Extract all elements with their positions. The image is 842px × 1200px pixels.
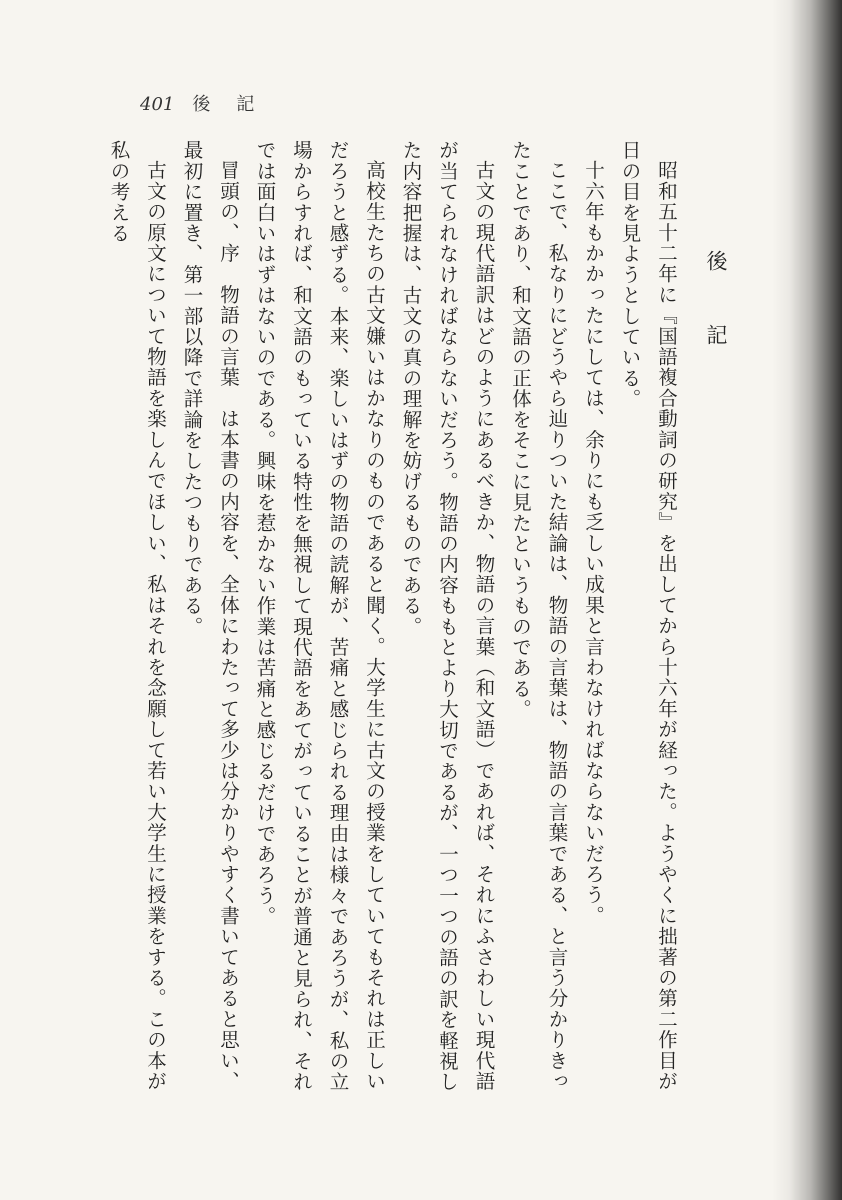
running-head-title: 後記 [192, 94, 281, 115]
paragraph-7: 古文の原文について物語を楽しんでほしい、私はそれを念願して若い大学生に授業をする。この本が私の考える [107, 140, 167, 1091]
paragraph-5: 高校生たちの古文嫌いはかなりのものであると聞く。大学生に古文の授業をしていてもそれは正しいだろうと感ずる。本来、楽しいはずの物語の読解が、苦痛と感じられる理由は様々であろうが、私の立場からすれば、和文語のもっている特性を無視して現代語をあてがっていることが普通と見られ、それでは面白いはずはないのである。興味を惹かない作業は苦痛と感じるだけであろう。 [253, 140, 386, 1093]
paragraph-6: 冒頭の、序 物語の言葉 は本書の内容を、全体にわたって多少は分かりやすく書いてあると思い、最初に置き、第一部以降で詳論をしたつもりである。 [180, 140, 240, 1091]
paragraph-1: 昭和五十二年に『国語複合動詞の研究』を出してから十六年が経った。ようやくに拙著の第二作目が日の目を見ようとしている。 [618, 140, 678, 1091]
paragraph-2: 十六年もかかったにしては、余りにも乏しい成果と言わなければならないだろう。 [582, 159, 605, 926]
binding-shadow [772, 0, 842, 1200]
running-head [140, 90, 280, 116]
vertical-body-text [100, 140, 734, 1100]
paragraph-4: 古文の現代語訳はどのようにあるべきか、物語の言葉（和文語）であれば、それにふさわしい現代語が当てられなければならないだろう。物語の内容ももとより大切であるが、一つ一つの語の訳を軽視した内容把握は、古文の真の理解を妨げるものである。 [399, 140, 496, 1093]
paragraph-3: ここで、私なりにどうやら辿りついた結論は、物語の言葉は、物語の言葉である、と言う分かりきったことであり、和文語の正体をそこに見たというものである。 [509, 140, 569, 1091]
afterword-title: 後 記 [704, 250, 728, 361]
page-number: 401 [140, 94, 175, 115]
